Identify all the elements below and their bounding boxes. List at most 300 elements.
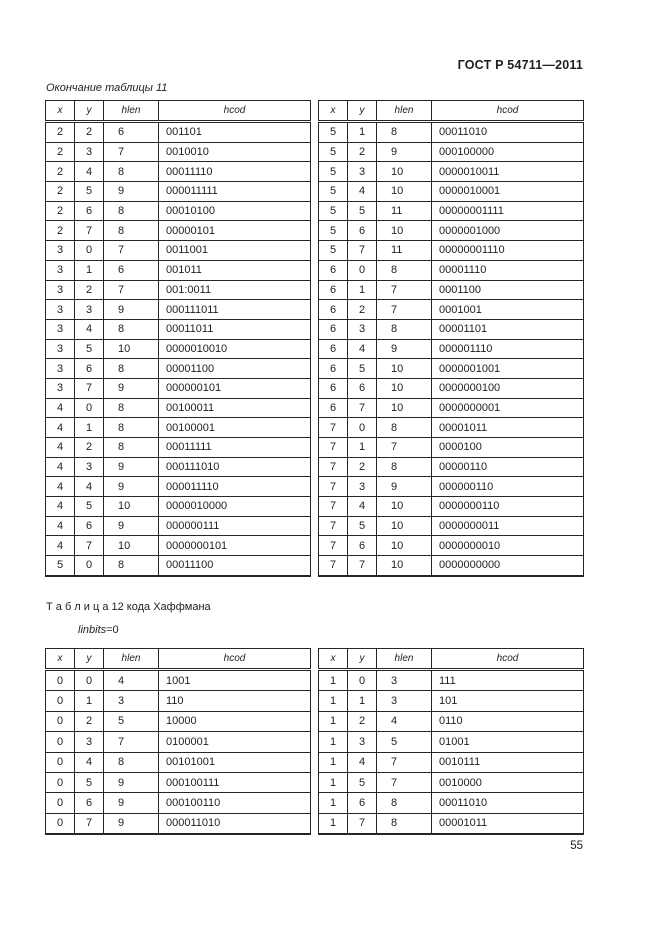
cell-y: 5 — [348, 516, 377, 536]
cell-x: 1 — [319, 691, 348, 711]
cell-hlen: 7 — [104, 280, 159, 300]
cell-x: 0 — [46, 711, 75, 731]
cell-hlen: 10 — [377, 556, 432, 576]
table-row — [46, 793, 311, 813]
cell-hcod: 000100111 — [159, 772, 311, 792]
cell-x: 4 — [46, 418, 75, 438]
cell-hlen: 4 — [377, 711, 432, 731]
cell-hcod: 000100000 — [432, 142, 584, 162]
cell-hcod: 00011010 — [432, 122, 584, 143]
table-row — [319, 477, 584, 497]
cell-hlen: 6 — [104, 260, 159, 280]
table-row — [319, 378, 584, 398]
table-row — [46, 182, 311, 202]
column-header-hcod: hcod — [432, 649, 584, 670]
cell-hcod: 0000000001 — [432, 398, 584, 418]
cell-hcod: 0010111 — [432, 752, 584, 772]
cell-x: 3 — [46, 339, 75, 359]
table12-right-half — [318, 648, 584, 835]
cell-hlen: 4 — [104, 670, 159, 691]
cell-hcod: 0000010001 — [432, 182, 584, 202]
cell-hlen: 10 — [377, 398, 432, 418]
table-row — [46, 162, 311, 182]
cell-y: 2 — [75, 438, 104, 458]
table11-left-half — [45, 100, 311, 577]
cell-hcod: 0000010000 — [159, 497, 311, 517]
table-row — [319, 142, 584, 162]
cell-hlen: 10 — [377, 221, 432, 241]
cell-hcod: 00001110 — [432, 260, 584, 280]
standard-number-header: ГОСТ Р 54711—2011 — [457, 58, 583, 72]
cell-y: 6 — [75, 201, 104, 221]
cell-x: 1 — [319, 732, 348, 752]
cell-y: 1 — [75, 260, 104, 280]
cell-hcod: 001101 — [159, 122, 311, 143]
cell-hcod: 000011110 — [159, 477, 311, 497]
cell-y: 5 — [348, 772, 377, 792]
cell-hlen: 8 — [377, 457, 432, 477]
cell-hlen: 8 — [104, 319, 159, 339]
column-header-hcod: hcod — [159, 649, 311, 670]
cell-y: 0 — [75, 398, 104, 418]
cell-hlen: 3 — [104, 691, 159, 711]
table-row — [46, 280, 311, 300]
cell-hcod: 00011110 — [159, 162, 311, 182]
cell-y: 5 — [75, 497, 104, 517]
cell-hcod: 0000000010 — [432, 536, 584, 556]
cell-y: 4 — [75, 752, 104, 772]
cell-hcod: 0001001 — [432, 300, 584, 320]
cell-hcod: 0000000101 — [159, 536, 311, 556]
cell-x: 5 — [319, 201, 348, 221]
table-row — [46, 536, 311, 556]
cell-hlen: 8 — [104, 162, 159, 182]
cell-y: 3 — [75, 300, 104, 320]
cell-y: 3 — [75, 142, 104, 162]
cell-y: 5 — [75, 182, 104, 202]
cell-hlen: 9 — [104, 477, 159, 497]
cell-hlen: 9 — [104, 457, 159, 477]
table-row — [46, 142, 311, 162]
cell-hlen: 8 — [104, 359, 159, 379]
table-row — [319, 280, 584, 300]
cell-x: 0 — [46, 670, 75, 691]
cell-y: 3 — [75, 732, 104, 752]
cell-y: 1 — [75, 418, 104, 438]
cell-x: 4 — [46, 438, 75, 458]
cell-hlen: 3 — [377, 670, 432, 691]
table-row — [319, 241, 584, 261]
cell-hcod: 10000 — [159, 711, 311, 731]
cell-hcod: 0110 — [432, 711, 584, 731]
cell-hcod: 0000000110 — [432, 497, 584, 517]
cell-hlen: 8 — [104, 221, 159, 241]
cell-x: 6 — [319, 280, 348, 300]
table-row — [319, 752, 584, 772]
page-number: 55 — [570, 840, 583, 852]
cell-hcod: 111 — [432, 670, 584, 691]
cell-y: 2 — [75, 711, 104, 731]
cell-hlen: 9 — [104, 793, 159, 813]
header-row — [319, 101, 584, 122]
table-row — [319, 457, 584, 477]
cell-hlen: 9 — [104, 182, 159, 202]
cell-hlen: 8 — [104, 418, 159, 438]
cell-x: 2 — [46, 182, 75, 202]
cell-hcod: 00011100 — [159, 556, 311, 576]
table-row — [319, 772, 584, 792]
cell-hlen: 10 — [377, 497, 432, 517]
table12-caption: Т а б л и ц а 12 кода Хаффмана — [46, 601, 211, 613]
cell-x: 1 — [319, 670, 348, 691]
table-row — [319, 711, 584, 731]
column-header-hlen: hlen — [104, 101, 159, 122]
linbits-value: =0 — [106, 624, 119, 636]
cell-y: 1 — [75, 691, 104, 711]
table-row — [319, 793, 584, 813]
cell-hlen: 10 — [377, 182, 432, 202]
table-row — [319, 813, 584, 834]
cell-hcod: 0000000000 — [432, 556, 584, 576]
cell-hlen: 11 — [377, 241, 432, 261]
cell-y: 7 — [348, 398, 377, 418]
cell-y: 0 — [75, 556, 104, 576]
column-header-y: y — [348, 101, 377, 122]
table-row — [319, 182, 584, 202]
cell-hlen: 7 — [377, 300, 432, 320]
cell-y: 7 — [75, 813, 104, 834]
cell-x: 4 — [46, 497, 75, 517]
table-row — [319, 556, 584, 576]
cell-hcod: 001:0011 — [159, 280, 311, 300]
table12-left-half — [45, 648, 311, 835]
cell-hcod: 1001 — [159, 670, 311, 691]
cell-hlen: 8 — [377, 260, 432, 280]
cell-y: 7 — [348, 813, 377, 834]
cell-x: 7 — [319, 418, 348, 438]
cell-hlen: 8 — [104, 752, 159, 772]
table-row — [46, 497, 311, 517]
cell-x: 7 — [319, 497, 348, 517]
table-row — [46, 398, 311, 418]
cell-hlen: 9 — [104, 813, 159, 834]
cell-y: 6 — [348, 378, 377, 398]
cell-hcod: 000011111 — [159, 182, 311, 202]
cell-hcod: 000000110 — [432, 477, 584, 497]
cell-x: 1 — [319, 772, 348, 792]
cell-hcod: 0000000100 — [432, 378, 584, 398]
cell-hlen: 5 — [377, 732, 432, 752]
cell-y: 4 — [75, 319, 104, 339]
column-header-hcod: hcod — [159, 101, 311, 122]
cell-hcod: 0100001 — [159, 732, 311, 752]
cell-x: 1 — [319, 752, 348, 772]
cell-y: 4 — [75, 477, 104, 497]
cell-hlen: 10 — [377, 378, 432, 398]
cell-x: 3 — [46, 241, 75, 261]
column-header-x: x — [46, 101, 75, 122]
cell-y: 5 — [348, 359, 377, 379]
cell-x: 1 — [319, 813, 348, 834]
cell-x: 7 — [319, 516, 348, 536]
table-row — [46, 359, 311, 379]
cell-hlen: 8 — [377, 813, 432, 834]
cell-y: 2 — [75, 122, 104, 143]
cell-x: 7 — [319, 536, 348, 556]
cell-hlen: 8 — [104, 398, 159, 418]
cell-y: 7 — [75, 221, 104, 241]
cell-x: 0 — [46, 793, 75, 813]
cell-x: 4 — [46, 398, 75, 418]
cell-x: 2 — [46, 142, 75, 162]
cell-y: 3 — [348, 732, 377, 752]
cell-y: 4 — [348, 752, 377, 772]
table11-container — [45, 100, 584, 577]
cell-hlen: 10 — [377, 162, 432, 182]
column-header-x: x — [319, 101, 348, 122]
cell-x: 3 — [46, 359, 75, 379]
header-row — [46, 649, 311, 670]
cell-y: 6 — [75, 516, 104, 536]
cell-hlen: 6 — [104, 122, 159, 143]
cell-hcod: 0000000011 — [432, 516, 584, 536]
cell-x: 6 — [319, 378, 348, 398]
cell-hlen: 8 — [377, 319, 432, 339]
cell-y: 2 — [348, 142, 377, 162]
table-row — [46, 772, 311, 792]
table-row — [46, 221, 311, 241]
cell-x: 5 — [319, 162, 348, 182]
cell-x: 6 — [319, 398, 348, 418]
cell-hlen: 10 — [377, 516, 432, 536]
cell-y: 5 — [348, 201, 377, 221]
cell-hcod: 0000001001 — [432, 359, 584, 379]
cell-y: 0 — [348, 670, 377, 691]
table-row — [46, 122, 311, 143]
cell-x: 7 — [319, 438, 348, 458]
cell-hlen: 7 — [377, 280, 432, 300]
cell-hcod: 0000010010 — [159, 339, 311, 359]
cell-hcod: 0010000 — [432, 772, 584, 792]
cell-x: 6 — [319, 359, 348, 379]
table-row — [46, 670, 311, 691]
cell-y: 2 — [348, 711, 377, 731]
cell-y: 0 — [75, 241, 104, 261]
cell-y: 5 — [75, 339, 104, 359]
cell-hlen: 11 — [377, 201, 432, 221]
cell-hlen: 8 — [104, 201, 159, 221]
cell-hcod: 101 — [432, 691, 584, 711]
cell-hcod: 00001011 — [432, 418, 584, 438]
cell-hlen: 9 — [104, 772, 159, 792]
cell-y: 1 — [348, 438, 377, 458]
cell-x: 5 — [319, 221, 348, 241]
cell-x: 1 — [319, 793, 348, 813]
table-row — [46, 732, 311, 752]
cell-hcod: 00100011 — [159, 398, 311, 418]
cell-hcod: 00011010 — [432, 793, 584, 813]
cell-hcod: 001011 — [159, 260, 311, 280]
column-header-hlen: hlen — [377, 649, 432, 670]
cell-y: 6 — [348, 221, 377, 241]
cell-hlen: 8 — [377, 122, 432, 143]
table-row — [46, 711, 311, 731]
header-row — [319, 649, 584, 670]
cell-hcod: 00001011 — [432, 813, 584, 834]
cell-hlen: 8 — [104, 556, 159, 576]
cell-y: 2 — [348, 300, 377, 320]
cell-hcod: 00001101 — [432, 319, 584, 339]
cell-x: 7 — [319, 477, 348, 497]
cell-hlen: 9 — [377, 477, 432, 497]
cell-hlen: 8 — [377, 418, 432, 438]
table-row — [46, 260, 311, 280]
cell-x: 0 — [46, 772, 75, 792]
cell-x: 6 — [319, 339, 348, 359]
cell-hcod: 0000010011 — [432, 162, 584, 182]
table-row — [46, 556, 311, 576]
table-row — [319, 221, 584, 241]
cell-hlen: 9 — [377, 339, 432, 359]
cell-hcod: 000000101 — [159, 378, 311, 398]
table-row — [319, 497, 584, 517]
cell-x: 5 — [46, 556, 75, 576]
cell-hcod: 0001100 — [432, 280, 584, 300]
table-row — [319, 691, 584, 711]
cell-y: 1 — [348, 691, 377, 711]
cell-y: 0 — [75, 670, 104, 691]
cell-y: 0 — [348, 418, 377, 438]
cell-hcod: 000100110 — [159, 793, 311, 813]
table11-right-half — [318, 100, 584, 577]
table-row — [46, 752, 311, 772]
cell-y: 5 — [75, 772, 104, 792]
cell-x: 7 — [319, 556, 348, 576]
table12-container — [45, 648, 584, 835]
cell-x: 5 — [319, 182, 348, 202]
cell-y: 4 — [348, 182, 377, 202]
cell-hcod: 00011111 — [159, 438, 311, 458]
cell-hlen: 10 — [104, 497, 159, 517]
table-row — [319, 359, 584, 379]
cell-hcod: 0010010 — [159, 142, 311, 162]
table-row — [46, 691, 311, 711]
table-row — [319, 260, 584, 280]
cell-y: 3 — [348, 477, 377, 497]
table-row — [319, 670, 584, 691]
cell-y: 3 — [348, 319, 377, 339]
cell-x: 0 — [46, 691, 75, 711]
cell-y: 3 — [348, 162, 377, 182]
column-header-hlen: hlen — [377, 101, 432, 122]
table-row — [46, 477, 311, 497]
cell-y: 2 — [348, 457, 377, 477]
cell-x: 2 — [46, 122, 75, 143]
cell-hcod: 000111011 — [159, 300, 311, 320]
column-header-hlen: hlen — [104, 649, 159, 670]
table-row — [319, 339, 584, 359]
cell-hlen: 9 — [104, 378, 159, 398]
cell-y: 0 — [348, 260, 377, 280]
cell-y: 6 — [348, 793, 377, 813]
cell-x: 7 — [319, 457, 348, 477]
table-row — [319, 122, 584, 143]
cell-hcod: 00000001111 — [432, 201, 584, 221]
cell-x: 6 — [319, 319, 348, 339]
column-header-y: y — [75, 101, 104, 122]
cell-x: 4 — [46, 536, 75, 556]
table-row — [319, 201, 584, 221]
table-row — [46, 319, 311, 339]
cell-hcod: 00000101 — [159, 221, 311, 241]
cell-y: 4 — [348, 497, 377, 517]
cell-hcod: 110 — [159, 691, 311, 711]
cell-hlen: 7 — [104, 142, 159, 162]
cell-y: 4 — [348, 339, 377, 359]
cell-x: 2 — [46, 201, 75, 221]
cell-x: 4 — [46, 457, 75, 477]
cell-hlen: 10 — [377, 359, 432, 379]
cell-hlen: 10 — [104, 536, 159, 556]
table-row — [319, 516, 584, 536]
cell-y: 7 — [75, 378, 104, 398]
cell-hcod: 000011010 — [159, 813, 311, 834]
cell-hcod: 0000001000 — [432, 221, 584, 241]
cell-hlen: 8 — [377, 793, 432, 813]
cell-x: 0 — [46, 752, 75, 772]
cell-y: 7 — [348, 241, 377, 261]
cell-hlen: 7 — [104, 732, 159, 752]
cell-hcod: 000000111 — [159, 516, 311, 536]
cell-y: 6 — [75, 793, 104, 813]
table-row — [319, 536, 584, 556]
cell-hcod: 01001 — [432, 732, 584, 752]
cell-x: 6 — [319, 300, 348, 320]
cell-x: 4 — [46, 516, 75, 536]
table-row — [46, 201, 311, 221]
cell-y: 1 — [348, 122, 377, 143]
cell-hcod: 00010100 — [159, 201, 311, 221]
cell-y: 7 — [75, 536, 104, 556]
cell-hcod: 00000001110 — [432, 241, 584, 261]
linbits-label: linbits — [78, 624, 107, 636]
table11-continuation-caption: Окончание таблицы 11 — [46, 82, 168, 94]
table-row — [46, 300, 311, 320]
table-row — [319, 418, 584, 438]
column-header-y: y — [75, 649, 104, 670]
cell-x: 5 — [319, 142, 348, 162]
table-row — [46, 378, 311, 398]
table-row — [46, 339, 311, 359]
cell-hlen: 5 — [104, 711, 159, 731]
cell-hlen: 7 — [104, 241, 159, 261]
cell-x: 2 — [46, 221, 75, 241]
cell-x: 1 — [319, 711, 348, 731]
cell-hlen: 9 — [104, 516, 159, 536]
cell-x: 5 — [319, 122, 348, 143]
table-row — [319, 162, 584, 182]
cell-hlen: 7 — [377, 772, 432, 792]
cell-y: 2 — [75, 280, 104, 300]
cell-hlen: 3 — [377, 691, 432, 711]
cell-hcod: 0011001 — [159, 241, 311, 261]
cell-y: 1 — [348, 280, 377, 300]
column-header-hcod: hcod — [432, 101, 584, 122]
cell-x: 2 — [46, 162, 75, 182]
cell-hlen: 9 — [377, 142, 432, 162]
table-row — [46, 813, 311, 834]
cell-x: 5 — [319, 241, 348, 261]
